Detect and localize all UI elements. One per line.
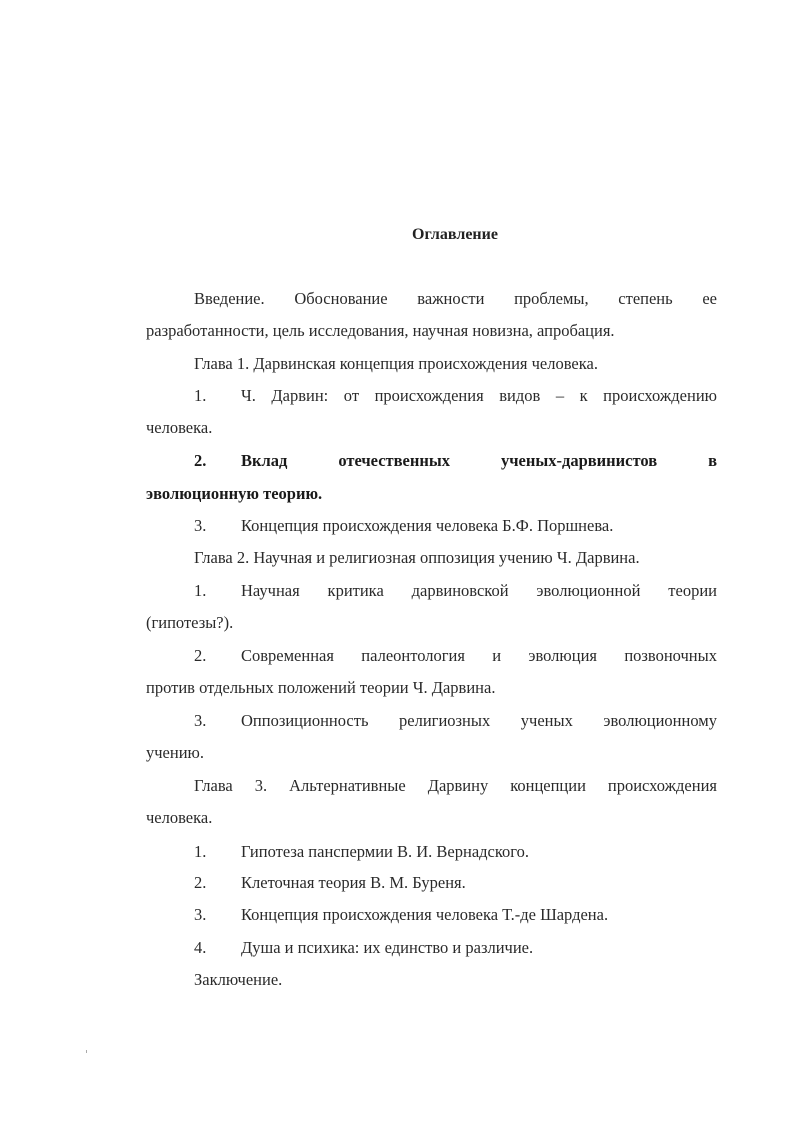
item-word: – [555, 386, 565, 405]
item-word: и [492, 646, 502, 665]
item-word: критика [327, 581, 384, 600]
item-number: 3. [194, 516, 207, 535]
item-number: 1. [194, 581, 207, 600]
heading-word: 3. [254, 776, 268, 795]
item-text: Клеточная теория В. М. Буреня. [241, 873, 466, 892]
item-word: Дарвин: [271, 386, 329, 405]
chapter-3-item-3 [194, 905, 717, 925]
item-text [241, 646, 717, 666]
item-word: видов [499, 386, 541, 405]
item-text [241, 711, 717, 731]
chapter-2-item-3-cont: учению. [146, 743, 204, 762]
item-text [241, 581, 717, 601]
item-word: Современная [241, 646, 334, 665]
item-word: от [343, 386, 360, 405]
item-number: 1. [194, 386, 207, 405]
intro-word: важности [417, 289, 485, 308]
item-word: Ч. [241, 386, 256, 405]
chapter-1-heading: Глава 1. Дарвинская концепция происхождения человека. [194, 354, 598, 373]
item-word: Научная [241, 581, 300, 600]
chapter-1-item-1-cont: человека. [146, 418, 213, 437]
item-number: 2. [194, 451, 207, 470]
item-word: к [579, 386, 588, 405]
chapter-2-item-1-cont: (гипотезы?). [146, 613, 234, 632]
conclusion: Заключение. [194, 970, 283, 989]
chapter-3-heading [194, 776, 717, 796]
heading-word: концепции [510, 776, 586, 795]
chapter-2-item-3 [194, 711, 717, 731]
chapter-2-item-1 [194, 581, 717, 601]
item-word: религиозных [399, 711, 491, 730]
item-text: Гипотеза панспермии В. И. Вернадского. [241, 842, 530, 861]
chapter-3-item-1 [194, 842, 717, 862]
chapter-3-item-4 [194, 938, 717, 958]
intro-word: ее [702, 289, 717, 308]
item-word: палеонтология [361, 646, 465, 665]
item-number: 1. [194, 842, 207, 861]
chapter-3-heading-cont: человека. [146, 808, 213, 827]
scan-speck [86, 1050, 87, 1053]
item-text: Концепция происхождения человека Б.Ф. Поршнева. [241, 516, 614, 535]
item-word: теории [668, 581, 717, 600]
heading-word: Альтернативные [289, 776, 406, 795]
page-title: Оглавление [412, 226, 498, 243]
item-word: ученых-дарвинистов [500, 451, 658, 470]
item-word: происхождения [374, 386, 484, 405]
item-word: эволюционной [536, 581, 641, 600]
item-number: 4. [194, 938, 207, 957]
chapter-2-item-2 [194, 646, 717, 666]
chapter-1-item-1 [194, 386, 717, 406]
intro-line-2: разработанности, цель исследования, научная новизна, апробация. [146, 321, 615, 340]
item-text [241, 451, 717, 471]
intro-word: Обоснование [294, 289, 388, 308]
chapter-1-item-3 [194, 516, 717, 536]
item-word: происхождению [603, 386, 717, 405]
item-word: позвоночных [624, 646, 717, 665]
intro-line-1 [194, 289, 717, 309]
item-text: Концепция происхождения человека Т.-де Шардена. [241, 905, 609, 924]
item-number: 3. [194, 905, 207, 924]
item-word: эволюция [528, 646, 597, 665]
heading-word: происхождения [607, 776, 717, 795]
chapter-3-item-2 [194, 873, 717, 893]
item-word: в [708, 451, 717, 470]
heading-word: Дарвину [427, 776, 489, 795]
item-word: дарвиновской [411, 581, 509, 600]
chapter-1-item-2 [194, 451, 717, 471]
item-text: Душа и психика: их единство и различие. [241, 938, 534, 957]
intro-word: Введение. [194, 289, 265, 308]
item-word: отечественных [338, 451, 451, 470]
intro-word: проблемы, [514, 289, 589, 308]
chapter-2-heading: Глава 2. Научная и религиозная оппозиция учению Ч. Дарвина. [194, 548, 640, 567]
item-text [241, 386, 717, 406]
item-number: 2. [194, 646, 207, 665]
item-word: эволюционному [603, 711, 717, 730]
intro-word: степень [618, 289, 673, 308]
item-number: 3. [194, 711, 207, 730]
chapter-1-item-2-cont: эволюционную теорию. [146, 484, 323, 503]
item-number: 2. [194, 873, 207, 892]
chapter-2-item-2-cont: против отдельных положений теории Ч. Дарвина. [146, 678, 496, 697]
heading-word: Глава [194, 776, 233, 795]
item-word: Оппозиционность [241, 711, 369, 730]
item-word: Вклад [241, 451, 288, 470]
item-word: ученых [520, 711, 573, 730]
